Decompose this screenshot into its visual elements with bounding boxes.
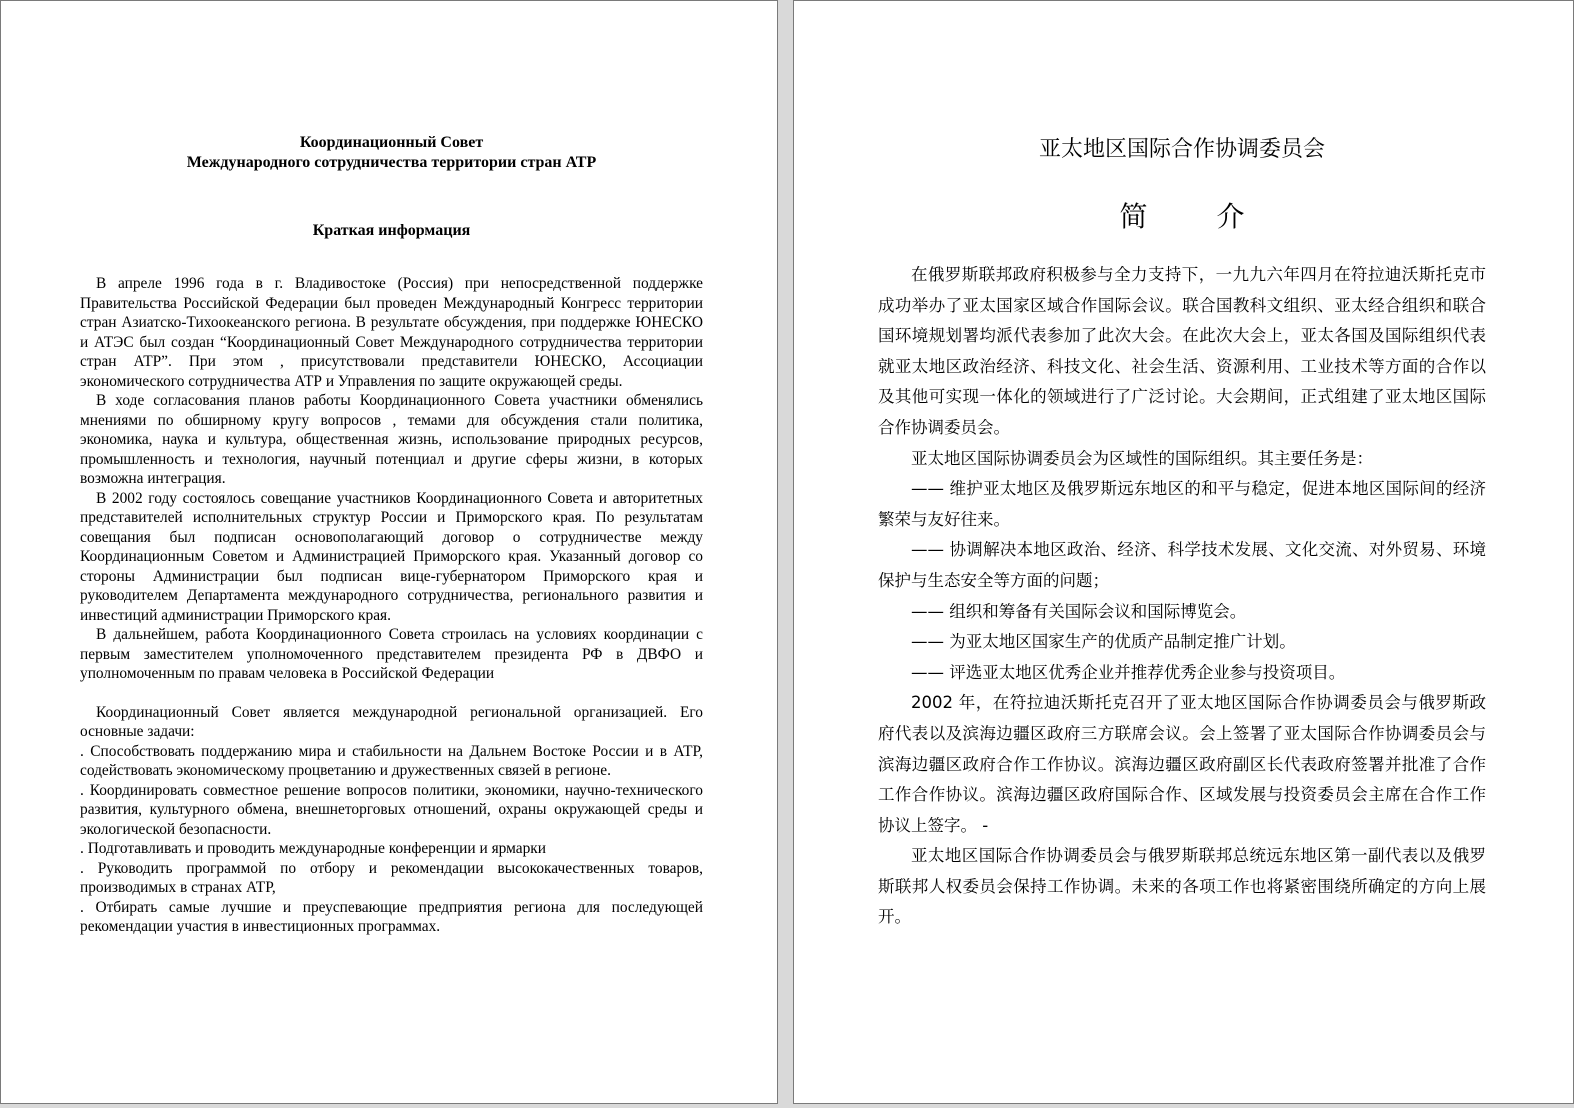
task-item: . Способствовать поддержанию мира и стабильности на Дальнем Востоке России и в АТР, содействовать экономическому процветанию и дружественных связей в регионе. — [80, 742, 703, 779]
paragraph: 在俄罗斯联邦政府积极参与全力支持下，一九九六年四月在符拉迪沃斯托克市成功举办了亚太国家区域合作国际会议。联合国教科文组织、亚太经合组织和联合国环境规划署均派代表参加了此次大会。在此次大会上，亚太各国及国际组织代表就亚太地区政治经济、科技文化、社会生活、资源利用、工业技术等方面的合作以及其他可实现一体化的领域进行了广泛讨论。大会期间，正式组建了亚太地区国际合作协调委员会。 — [878, 265, 1486, 437]
paragraph: 亚太地区国际合作协调委员会与俄罗斯联邦总统远东地区第一副代表以及俄罗斯联邦人权委员会保持工作协调。未来的各项工作也将紧密围绕所确定的方向上展开。 — [878, 846, 1486, 927]
task-item: . Отбирать самые лучшие и преуспевающие предприятия региона для последующей рекомендации участия в инвестиционных программах. — [80, 898, 703, 935]
chinese-text-block — [878, 134, 1486, 933]
task-item: . Руководить программой по отбору и рекомендации высококачественных товаров, производимых в странах АТР, — [80, 859, 703, 896]
task-item: —— 协调解决本地区政治、经济、科学技术发展、文化交流、对外贸易、环境保护与生态安全等方面的问题； — [878, 540, 1486, 590]
paragraph: В 2002 году состоялось совещание участников Координационного Совета и авторитетных представителей исполнительных структур России и Приморского края. По результатам совещания был подписан основополагающий договор о сотрудничестве между Координационным Советом и Администрацией Приморского края. Указанный договор со стороны Администрации был подписан вице-губернатором Приморского края и руководителем Департамента международного сотрудничества, регионального развития и инвестиций администрации Приморского края. — [80, 489, 703, 624]
task-item: —— 为亚太地区国家生产的优质产品制定推广计划。 — [911, 632, 1296, 652]
task-item: —— 维护亚太地区及俄罗斯远东地区的和平与稳定，促进本地区国际间的经济繁荣与友好往来。 — [878, 479, 1486, 529]
document-title-line-2: Международного сотрудничества территории стран АТР — [186, 154, 597, 171]
task-item: —— 组织和筹备有关国际会议和国际博览会。 — [911, 601, 1247, 621]
paragraph: В апреле 1996 года в г. Владивостоке (Россия) при непосредственной поддержке Правительства Российской Федерации был проведен Международный Конгресс территории стран Азиатско-Тихоокеанского региона. В результате обсуждения, при поддержке ЮНЕСКО и АТЭС был создан “Координационный Совет Международного сотрудничества территории стран АТР”. При этом , присутствовали представители ЮНЕСКО, Ассоциации экономического сотрудничества АТР и Управления по защите окружающей среды. — [80, 275, 703, 390]
task-item: . Координировать совместное решение вопросов политики, экономики, научно-технического развития, культурного обмена, внешнеторговых отношений, охраны окружающей среды и экологической безопасности. — [80, 781, 703, 838]
russian-text-block — [80, 133, 703, 937]
paragraph: 2002 年，在符拉迪沃斯托克召开了亚太地区国际合作协调委员会与俄罗斯政府代表以及滨海边疆区政府三方联席会议。会上签署了亚太国际合作协调委员会与滨海边疆区政府合作工作协议。滨海边疆区政府副区长代表政府签署并批准了合作工作合作协议。滨海边疆区政府国际合作、区域发展与投资委员会主席在合作工作协议上签字。 - — [878, 693, 1486, 835]
section-heading: 简 介 — [1119, 200, 1275, 233]
task-item: —— 评选亚太地区优秀企业并推荐优秀企业参与投资项目。 — [911, 662, 1346, 682]
task-item: . Подготавливать и проводить международные конференции и ярмарки — [80, 840, 546, 857]
paragraph: 亚太地区国际协调委员会为区域性的国际组织。其主要任务是： — [911, 448, 1373, 468]
tasks-intro: Координационный Совет является международной региональной организацией. Его основные задачи: — [80, 703, 703, 740]
paragraph: В ходе согласования планов работы Координационного Совета участники обменялись мнениями по обширному кругу вопросов , темами для обсуждения стали политика, экономика, наука и культура, общественная жизнь, использование природных ресурсов, промышленность и технология, научный потенциал и другие сферы жизни, в которых возможна интеграция. — [80, 392, 703, 487]
document-title-line-1: Координационный Совет — [299, 134, 484, 151]
section-heading: Краткая информация — [312, 222, 471, 239]
document-title: 亚太地区国际合作协调委员会 — [1038, 137, 1325, 162]
paragraph: В дальнейшем, работа Координационного Совета строилась на условиях координации с первым заместителем уполномоченного представителем президента РФ в ДВФО и уполномоченным по правам человека в Российской Федерации — [80, 626, 703, 682]
